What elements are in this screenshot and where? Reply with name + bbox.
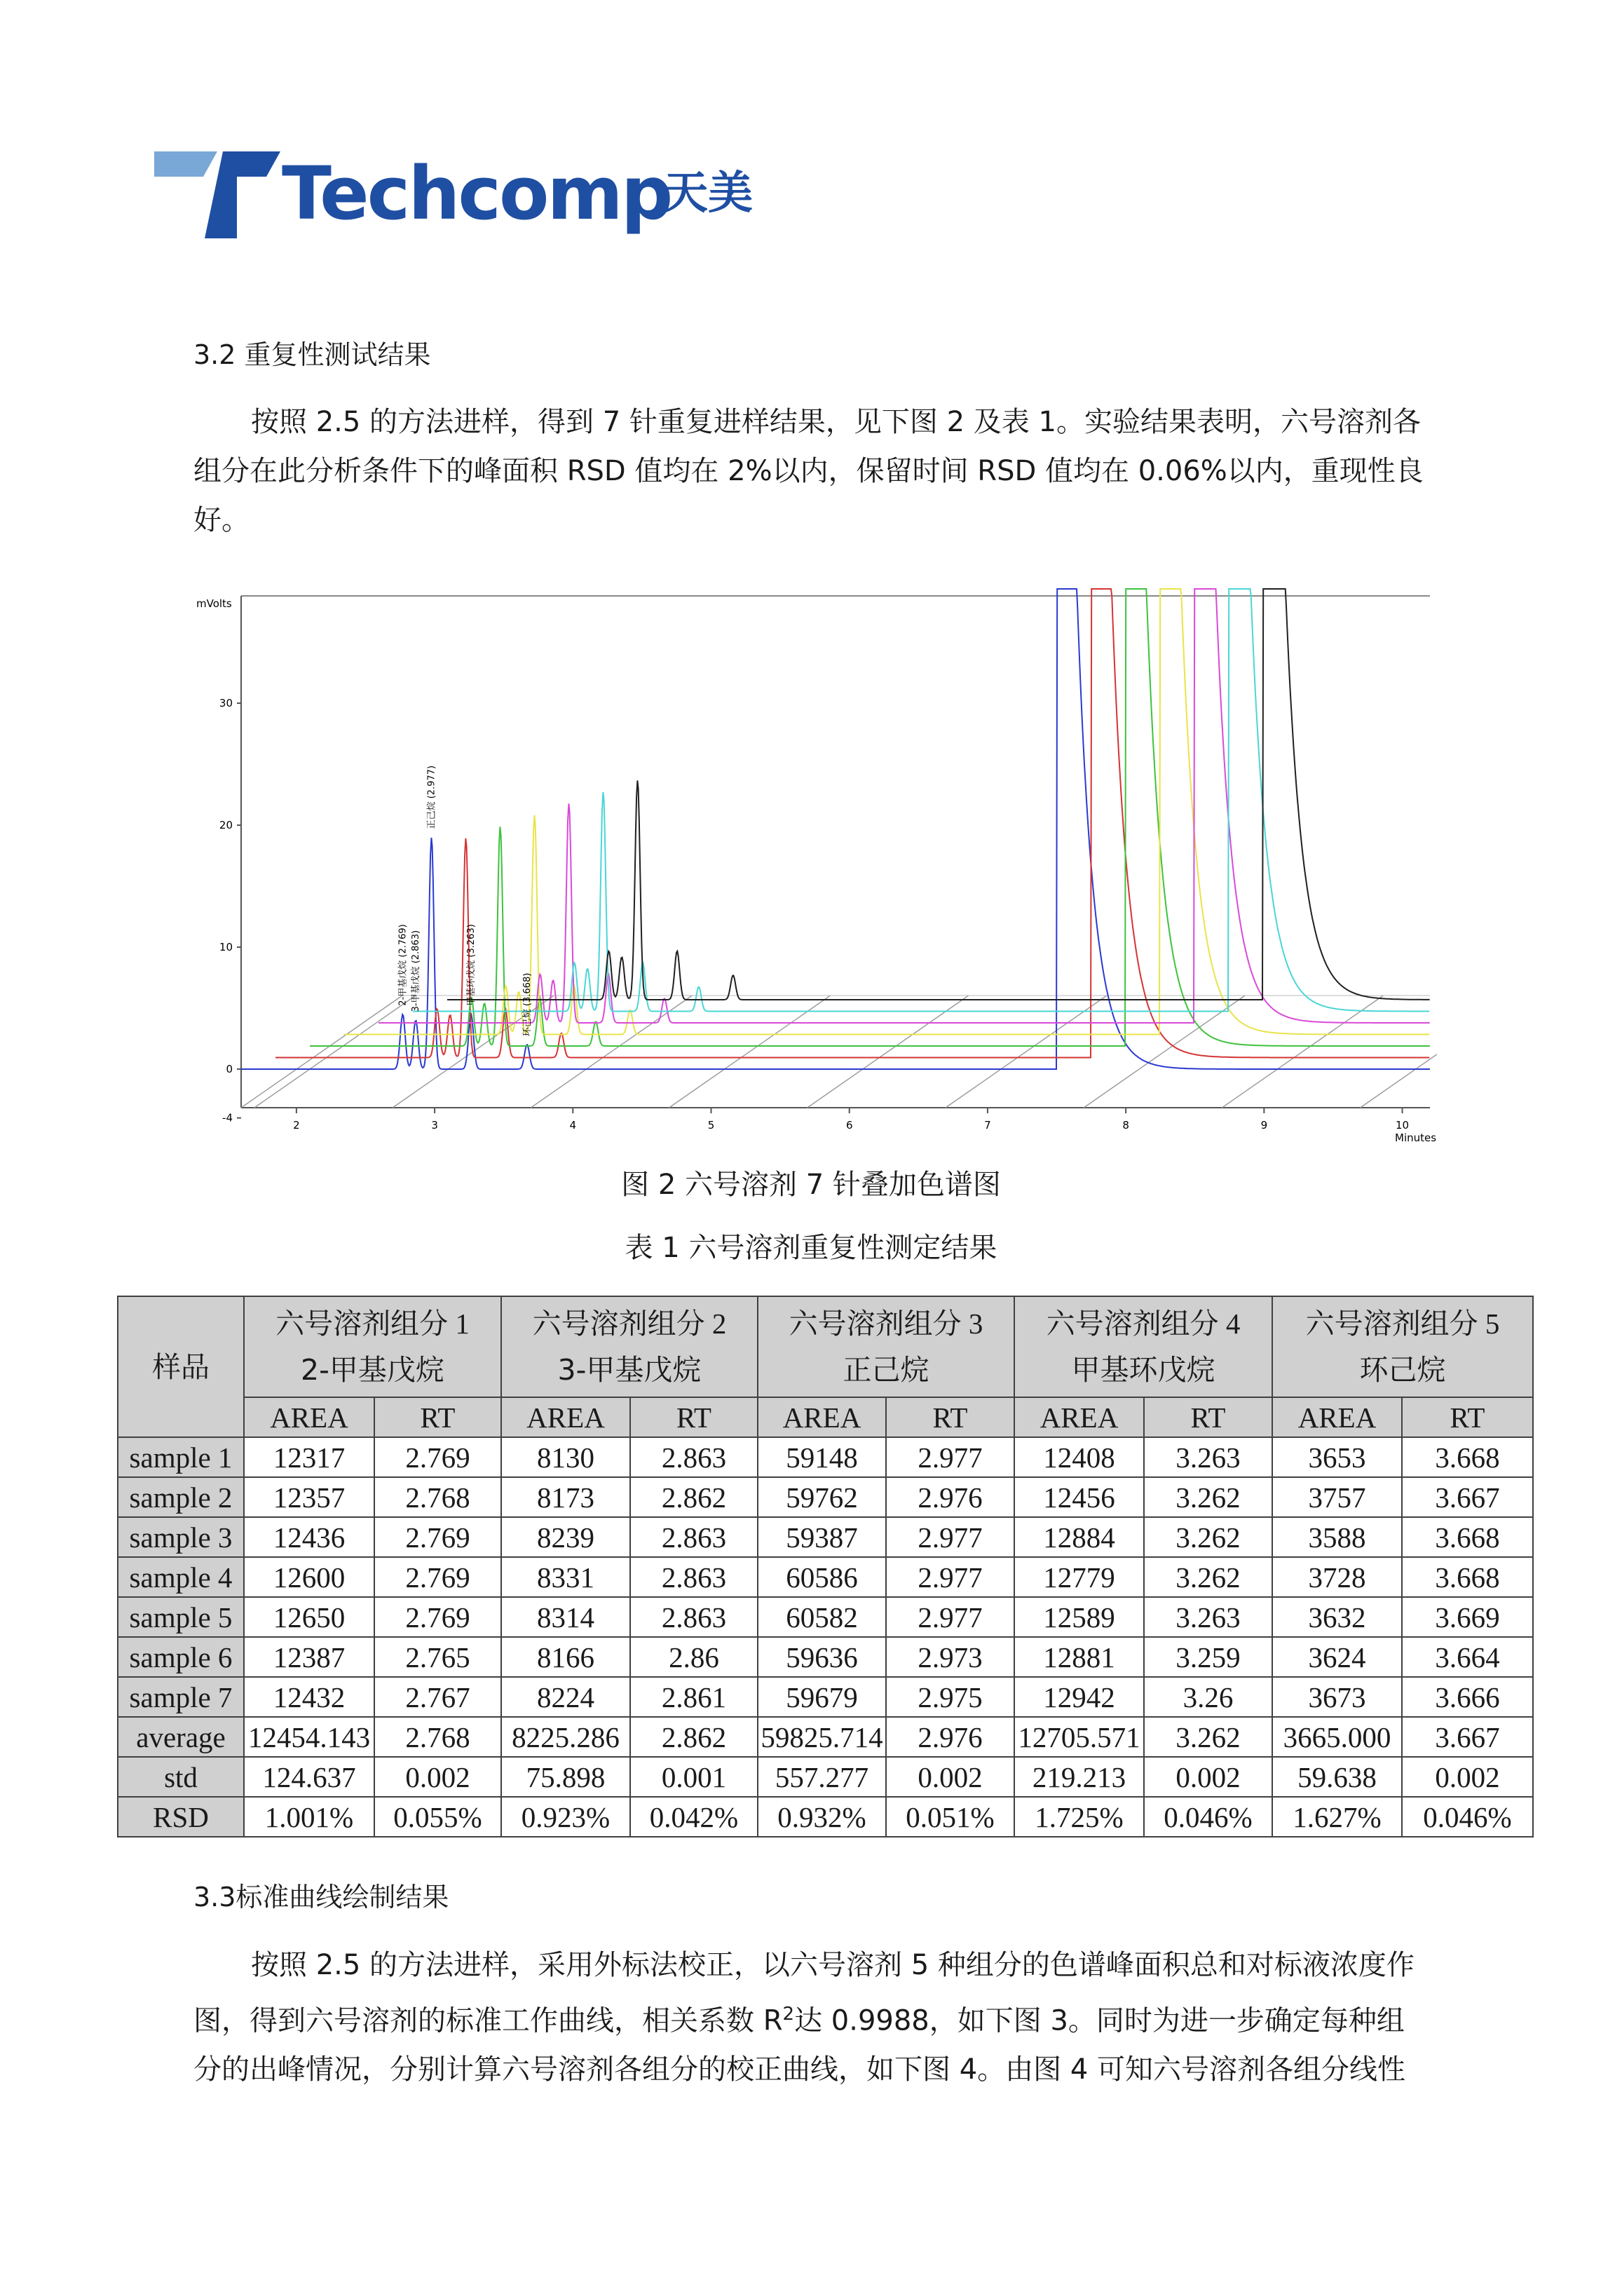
section-3-3-paragraph bbox=[193, 1941, 1441, 2094]
table-cell: 2.767 bbox=[374, 1677, 501, 1717]
row-label: std bbox=[118, 1757, 244, 1797]
logo-mark-icon bbox=[154, 146, 280, 244]
table-cell: 219.213 bbox=[1014, 1757, 1144, 1797]
table-cell: 12432 bbox=[244, 1677, 374, 1717]
table-cell: 12456 bbox=[1014, 1477, 1144, 1517]
rt-header: RT bbox=[630, 1397, 758, 1437]
table-cell: 59762 bbox=[758, 1477, 886, 1517]
table-cell: 0.932% bbox=[758, 1797, 886, 1837]
table-cell: 12387 bbox=[244, 1637, 374, 1677]
table-cell: 0.002 bbox=[1402, 1757, 1533, 1797]
table-cell: 3728 bbox=[1272, 1557, 1402, 1597]
paragraph-text: 达 0.9988，如下图 3。同时为进一步确定每种组 bbox=[794, 2004, 1405, 2037]
table-cell: 0.055% bbox=[374, 1797, 501, 1837]
grid-line bbox=[1222, 996, 1383, 1108]
chromatogram-figure bbox=[189, 575, 1437, 1157]
table-cell: 8224 bbox=[501, 1677, 630, 1717]
table-cell: 75.898 bbox=[501, 1757, 630, 1797]
table-row bbox=[118, 1757, 1533, 1797]
table-cell: 1.001% bbox=[244, 1797, 374, 1837]
area-header: AREA bbox=[501, 1397, 630, 1437]
y-tick-label: 30 bbox=[219, 697, 233, 709]
chart-axes bbox=[219, 697, 1409, 1132]
table-row bbox=[118, 1557, 1533, 1597]
group-header bbox=[244, 1296, 501, 1397]
group-line2: 3-甲基戊烷 bbox=[557, 1353, 702, 1387]
grid-line bbox=[669, 996, 831, 1108]
table-cell: 3.667 bbox=[1402, 1717, 1533, 1757]
table-cell: 2.976 bbox=[886, 1717, 1014, 1757]
table-cell: 12881 bbox=[1014, 1637, 1144, 1677]
table-cell: 3673 bbox=[1272, 1677, 1402, 1717]
paragraph-line: 按照 2.5 的方法进样，采用外标法校正，以六号溶剂 5 种组分的色谱峰面积总和对标液浓度作 bbox=[251, 1949, 1415, 1981]
table-cell: 8166 bbox=[501, 1637, 630, 1677]
table-cell: 3.263 bbox=[1144, 1437, 1272, 1477]
table-row bbox=[118, 1597, 1533, 1637]
row-label: sample 5 bbox=[118, 1597, 244, 1637]
table-subheader-row bbox=[118, 1397, 1533, 1437]
paragraph-line: 好。 bbox=[193, 504, 250, 536]
y-tick-label: -4 bbox=[222, 1111, 233, 1125]
rt-header: RT bbox=[374, 1397, 501, 1437]
group-line1: 六号溶剂组分 1 bbox=[275, 1307, 470, 1340]
table-cell: 2.768 bbox=[374, 1717, 501, 1757]
x-tick-label: 9 bbox=[1260, 1119, 1268, 1132]
x-tick-label: 4 bbox=[569, 1119, 577, 1132]
table-cell: 2.863 bbox=[630, 1557, 758, 1597]
table-cell: 3632 bbox=[1272, 1597, 1402, 1637]
table-cell: 2.769 bbox=[374, 1557, 501, 1597]
table-cell: 0.046% bbox=[1144, 1797, 1272, 1837]
superscript: 2 bbox=[782, 2004, 795, 2025]
table-cell: 12454.143 bbox=[244, 1717, 374, 1757]
group-header bbox=[758, 1296, 1014, 1397]
grid-line bbox=[254, 996, 416, 1108]
table-cell: 59636 bbox=[758, 1637, 886, 1677]
y-tick-label: 0 bbox=[226, 1063, 233, 1075]
techcomp-logo bbox=[154, 146, 771, 244]
peak-label: 正己烷 (2.977) bbox=[426, 765, 437, 829]
table-cell: 8239 bbox=[501, 1517, 630, 1557]
table-cell: 12408 bbox=[1014, 1437, 1144, 1477]
table-cell: 12942 bbox=[1014, 1677, 1144, 1717]
row-label: sample 7 bbox=[118, 1677, 244, 1717]
table-cell: 3.668 bbox=[1402, 1437, 1533, 1477]
x-tick-label: 2 bbox=[293, 1119, 300, 1132]
table-cell: 60582 bbox=[758, 1597, 886, 1637]
area-header: AREA bbox=[758, 1397, 886, 1437]
group-header bbox=[501, 1296, 758, 1397]
y-axis-unit-label: mVolts bbox=[196, 597, 232, 610]
rt-header: RT bbox=[1402, 1397, 1533, 1437]
table-cell: 8173 bbox=[501, 1477, 630, 1517]
table-cell: 0.051% bbox=[886, 1797, 1014, 1837]
table-cell: 3.262 bbox=[1144, 1477, 1272, 1517]
table-cell: 124.637 bbox=[244, 1757, 374, 1797]
table-cell: 3665.000 bbox=[1272, 1717, 1402, 1757]
table-1-caption: 表 1 六号溶剂重复性测定结果 bbox=[625, 1232, 997, 1264]
table-cell: 59825.714 bbox=[758, 1717, 886, 1757]
table-cell: 0.002 bbox=[1144, 1757, 1272, 1797]
row-label: sample 2 bbox=[118, 1477, 244, 1517]
table-row bbox=[118, 1477, 1533, 1517]
peak-label: 环己烷 (3.668) bbox=[522, 972, 533, 1037]
table-cell: 3.664 bbox=[1402, 1637, 1533, 1677]
grid-line bbox=[1361, 996, 1437, 1108]
table-cell: 2.862 bbox=[630, 1477, 758, 1517]
logo-cn-text: 天美 bbox=[663, 168, 753, 219]
paragraph-line: 组分在此分析条件下的峰面积 RSD 值均在 2%以内，保留时间 RSD 值均在 0.06%以内，重现性良 bbox=[193, 455, 1424, 487]
x-tick-label: 6 bbox=[845, 1119, 853, 1132]
group-line2: 2-甲基戊烷 bbox=[301, 1353, 444, 1387]
table-row bbox=[118, 1637, 1533, 1677]
table-cell: 59.638 bbox=[1272, 1757, 1402, 1797]
row-label: sample 6 bbox=[118, 1637, 244, 1677]
table-cell: 3653 bbox=[1272, 1437, 1402, 1477]
paragraph-line: 分的出峰情况，分别计算六号溶剂各组分的校正曲线，如下图 4。由图 4 可知六号溶剂各组分线性 bbox=[193, 2053, 1406, 2086]
chromatogram-trace bbox=[344, 589, 1429, 1035]
table-cell: 2.86 bbox=[630, 1637, 758, 1677]
table-row bbox=[118, 1517, 1533, 1557]
figure-2-caption: 图 2 六号溶剂 7 针叠加色谱图 bbox=[621, 1169, 1001, 1201]
section-3-2-title: 3.2 重复性测试结果 bbox=[193, 339, 431, 370]
table-cell: 2.863 bbox=[630, 1597, 758, 1637]
table-cell: 0.046% bbox=[1402, 1797, 1533, 1837]
logo-text: Techcomp bbox=[282, 151, 672, 236]
table-cell: 2.977 bbox=[886, 1437, 1014, 1477]
chart-frame bbox=[241, 596, 1430, 1108]
table-cell: 557.277 bbox=[758, 1757, 886, 1797]
peak-label: 3-甲基戊烷 (2.863) bbox=[411, 930, 422, 1012]
row-label: average bbox=[118, 1717, 244, 1757]
grid-line bbox=[946, 996, 1107, 1108]
chromatogram-trace bbox=[379, 589, 1430, 1023]
grid-line bbox=[1084, 996, 1245, 1108]
table-cell: 12705.571 bbox=[1014, 1717, 1144, 1757]
paragraph-text: 图，得到六号溶剂的标准工作曲线，相关系数 R bbox=[193, 2004, 783, 2037]
section-3-3-title: 3.3标准曲线绘制结果 bbox=[193, 1882, 449, 1913]
row-label: sample 3 bbox=[118, 1517, 244, 1557]
table-cell: 2.769 bbox=[374, 1517, 501, 1557]
table-cell: 2.977 bbox=[886, 1517, 1014, 1557]
table-cell: 2.861 bbox=[630, 1677, 758, 1717]
x-tick-label: 8 bbox=[1122, 1119, 1129, 1132]
table-cell: 8331 bbox=[501, 1557, 630, 1597]
table-cell: 0.923% bbox=[501, 1797, 630, 1837]
table-cell: 59148 bbox=[758, 1437, 886, 1477]
grid-line bbox=[807, 996, 969, 1108]
table-cell: 12589 bbox=[1014, 1597, 1144, 1637]
table-cell: 2.977 bbox=[886, 1597, 1014, 1637]
table-row bbox=[118, 1677, 1533, 1717]
table-cell: 3.667 bbox=[1402, 1477, 1533, 1517]
group-line2: 正己烷 bbox=[843, 1353, 929, 1387]
row-header-label: 样品 bbox=[118, 1296, 244, 1437]
x-tick-label: 3 bbox=[431, 1119, 438, 1132]
table-cell: 2.975 bbox=[886, 1677, 1014, 1717]
x-tick-label: 10 bbox=[1396, 1119, 1410, 1132]
grid-line bbox=[241, 996, 402, 1108]
table-cell: 2.768 bbox=[374, 1477, 501, 1517]
table-cell: 0.002 bbox=[886, 1757, 1014, 1797]
table-cell: 2.769 bbox=[374, 1597, 501, 1637]
table-cell: 3.262 bbox=[1144, 1557, 1272, 1597]
row-label: sample 4 bbox=[118, 1557, 244, 1597]
table-cell: 3.668 bbox=[1402, 1557, 1533, 1597]
table-cell: 12436 bbox=[244, 1517, 374, 1557]
paragraph-line: 按照 2.5 的方法进样，得到 7 针重复进样结果，见下图 2 及表 1。实验结果表明，六号溶剂各 bbox=[251, 406, 1421, 438]
group-line1: 六号溶剂组分 5 bbox=[1305, 1307, 1500, 1340]
group-line1: 六号溶剂组分 3 bbox=[789, 1307, 983, 1340]
row-label: RSD bbox=[118, 1797, 244, 1837]
table-cell: 59387 bbox=[758, 1517, 886, 1557]
table-cell: 3.262 bbox=[1144, 1717, 1272, 1757]
y-tick-label: 10 bbox=[219, 941, 233, 953]
table-cell: 2.977 bbox=[886, 1557, 1014, 1597]
table-cell: 2.863 bbox=[630, 1517, 758, 1557]
table-cell: 3.259 bbox=[1144, 1637, 1272, 1677]
peak-label: 甲基环戊烷 (3.263) bbox=[465, 924, 477, 1006]
table-cell: 12317 bbox=[244, 1437, 374, 1477]
group-line1: 六号溶剂组分 2 bbox=[532, 1307, 727, 1340]
table-cell: 12357 bbox=[244, 1477, 374, 1517]
peak-label: 2-甲基戊烷 (2.769) bbox=[397, 924, 409, 1006]
table-group-header-row bbox=[118, 1296, 1533, 1397]
rt-header: RT bbox=[1144, 1397, 1272, 1437]
area-header: AREA bbox=[1272, 1397, 1402, 1437]
table-cell: 12884 bbox=[1014, 1517, 1144, 1557]
table-cell: 3.26 bbox=[1144, 1677, 1272, 1717]
chromatogram-trace bbox=[447, 589, 1430, 1000]
table-row bbox=[118, 1717, 1533, 1757]
paragraph-line bbox=[193, 1990, 1441, 2045]
x-tick-label: 7 bbox=[984, 1119, 991, 1132]
table-cell: 12600 bbox=[244, 1557, 374, 1597]
table-cell: 2.976 bbox=[886, 1477, 1014, 1517]
table-cell: 3588 bbox=[1272, 1517, 1402, 1557]
table-cell: 3.669 bbox=[1402, 1597, 1533, 1637]
table-cell: 2.765 bbox=[374, 1637, 501, 1677]
table-cell: 1.627% bbox=[1272, 1797, 1402, 1837]
table-cell: 12650 bbox=[244, 1597, 374, 1637]
table-cell: 8314 bbox=[501, 1597, 630, 1637]
results-table bbox=[117, 1296, 1534, 1838]
section-3-2-paragraph bbox=[193, 398, 1441, 545]
table-cell: 2.862 bbox=[630, 1717, 758, 1757]
table-cell: 3757 bbox=[1272, 1477, 1402, 1517]
table-cell: 12779 bbox=[1014, 1557, 1144, 1597]
y-tick-label: 20 bbox=[219, 819, 233, 831]
table-cell: 0.002 bbox=[374, 1757, 501, 1797]
table-cell: 8225.286 bbox=[501, 1717, 630, 1757]
table-cell: 0.001 bbox=[630, 1757, 758, 1797]
group-header bbox=[1014, 1296, 1272, 1397]
table-cell: 3.263 bbox=[1144, 1597, 1272, 1637]
group-header bbox=[1272, 1296, 1533, 1397]
chromatogram-trace bbox=[275, 589, 1429, 1058]
table-cell: 3.668 bbox=[1402, 1517, 1533, 1557]
x-axis-unit-label: Minutes bbox=[1395, 1132, 1437, 1144]
table-cell: 3624 bbox=[1272, 1637, 1402, 1677]
group-line2: 甲基环戊烷 bbox=[1071, 1353, 1215, 1387]
x-tick-label: 5 bbox=[707, 1119, 715, 1132]
table-row bbox=[118, 1797, 1533, 1837]
area-header: AREA bbox=[1014, 1397, 1144, 1437]
table-cell: 3.666 bbox=[1402, 1677, 1533, 1717]
table-cell: 0.042% bbox=[630, 1797, 758, 1837]
table-cell: 60586 bbox=[758, 1557, 886, 1597]
table-cell: 59679 bbox=[758, 1677, 886, 1717]
table-row bbox=[118, 1437, 1533, 1477]
rt-header: RT bbox=[886, 1397, 1014, 1437]
area-header: AREA bbox=[244, 1397, 374, 1437]
group-line2: 环己烷 bbox=[1359, 1353, 1446, 1387]
table-cell: 8130 bbox=[501, 1437, 630, 1477]
table-cell: 2.769 bbox=[374, 1437, 501, 1477]
table-cell: 2.973 bbox=[886, 1637, 1014, 1677]
table-cell: 2.863 bbox=[630, 1437, 758, 1477]
table-cell: 3.262 bbox=[1144, 1517, 1272, 1557]
group-line1: 六号溶剂组分 4 bbox=[1046, 1307, 1241, 1340]
table-cell: 1.725% bbox=[1014, 1797, 1144, 1837]
row-label: sample 1 bbox=[118, 1437, 244, 1477]
